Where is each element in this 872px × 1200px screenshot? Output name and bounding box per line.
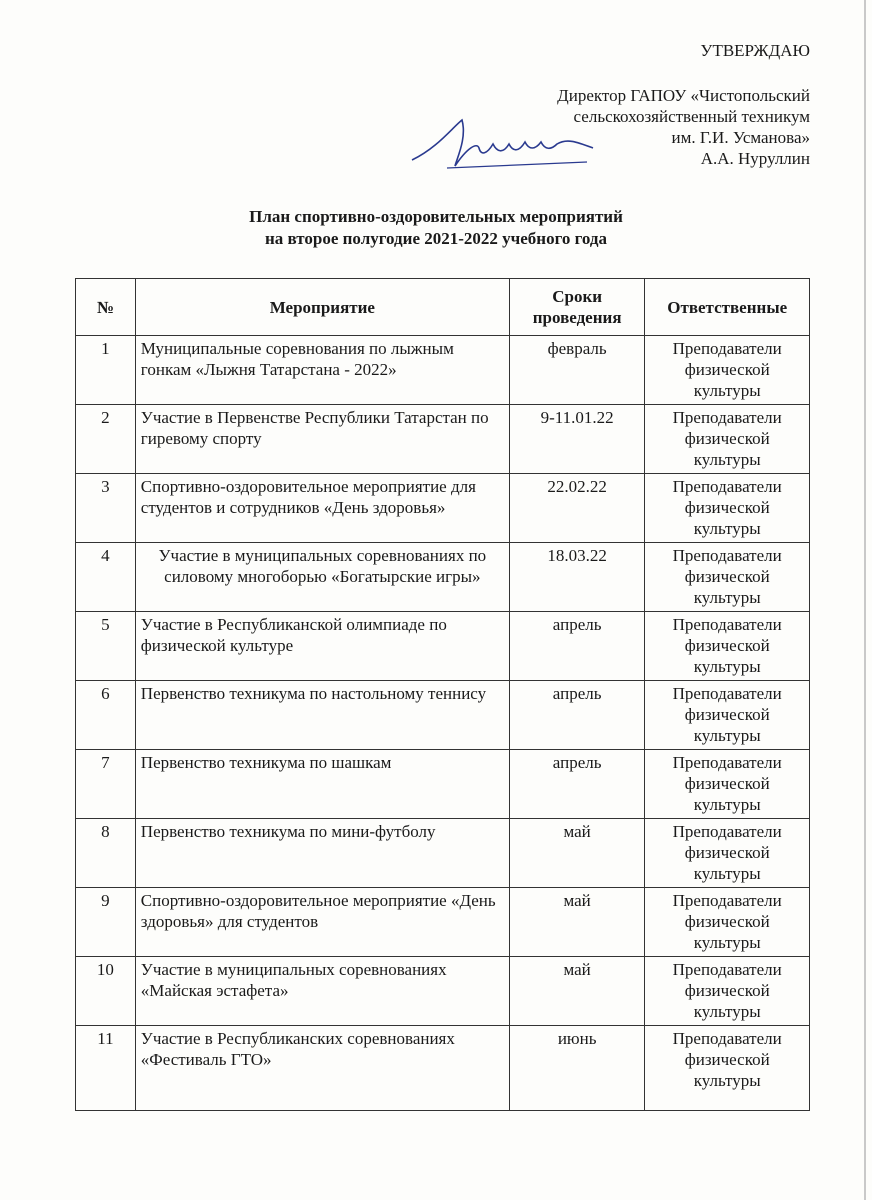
- table-row: [76, 543, 810, 612]
- approval-line-3: им. Г.И. Усманова»: [671, 128, 810, 147]
- table-row: [76, 336, 810, 405]
- row-responsible: Преподаватели физической культуры: [645, 336, 810, 405]
- approval-line-2: сельскохозяйственный техникум: [573, 107, 810, 126]
- row-responsible: Преподаватели физической культуры: [645, 474, 810, 543]
- row-date: 18.03.22: [509, 543, 645, 612]
- table-row: [76, 1026, 810, 1111]
- row-event: Муниципальные соревнования по лыжным гонкам «Лыжня Татарстана - 2022»: [135, 336, 509, 405]
- table-row: [76, 819, 810, 888]
- row-responsible: Преподаватели физической культуры: [645, 681, 810, 750]
- row-responsible: Преподаватели физической культуры: [645, 888, 810, 957]
- row-date: апрель: [509, 612, 645, 681]
- table-row: [76, 405, 810, 474]
- row-num: 10: [76, 957, 136, 1026]
- handwritten-signature-icon: [407, 108, 597, 178]
- row-date: апрель: [509, 750, 645, 819]
- row-date: апрель: [509, 681, 645, 750]
- signature-row: [557, 148, 810, 169]
- row-date: май: [509, 888, 645, 957]
- header-num: №: [76, 279, 136, 336]
- table-row: [76, 612, 810, 681]
- page-edge: [864, 0, 866, 1200]
- events-table: [75, 278, 810, 1111]
- approval-block: [557, 40, 810, 169]
- header-responsible: Ответственные: [645, 279, 810, 336]
- title-line-2: на второе полугодие 2021-2022 учебного года: [264, 229, 608, 248]
- document-title: [0, 206, 872, 250]
- row-event: Спортивно-оздоровительное мероприятие «День здоровья» для студентов: [135, 888, 509, 957]
- row-num: 1: [76, 336, 136, 405]
- approval-heading: УТВЕРЖДАЮ: [700, 41, 810, 60]
- row-event: Первенство техникума по настольному теннису: [135, 681, 509, 750]
- row-responsible: Преподаватели физической культуры: [645, 612, 810, 681]
- header-event: Мероприятие: [135, 279, 509, 336]
- row-responsible: Преподаватели физической культуры: [645, 1026, 810, 1111]
- row-date: 22.02.22: [509, 474, 645, 543]
- row-date: февраль: [509, 336, 645, 405]
- table-row: [76, 474, 810, 543]
- row-num: 2: [76, 405, 136, 474]
- approval-signer: А.А. Нуруллин: [700, 149, 810, 168]
- row-num: 9: [76, 888, 136, 957]
- row-num: 8: [76, 819, 136, 888]
- row-date: июнь: [509, 1026, 645, 1111]
- row-num: 6: [76, 681, 136, 750]
- table-row: [76, 750, 810, 819]
- row-num: 7: [76, 750, 136, 819]
- row-event: Первенство техникума по мини-футболу: [135, 819, 509, 888]
- row-event: Участие в муниципальных соревнованиях по силовому многоборью «Богатырские игры»: [135, 543, 509, 612]
- row-num: 3: [76, 474, 136, 543]
- row-event: Участие в Республиканской олимпиаде по физической культуре: [135, 612, 509, 681]
- row-responsible: Преподаватели физической культуры: [645, 819, 810, 888]
- row-event: Спортивно-оздоровительное мероприятие для студентов и сотрудников «День здоровья»: [135, 474, 509, 543]
- row-num: 11: [76, 1026, 136, 1111]
- row-date: май: [509, 957, 645, 1026]
- table-row: [76, 888, 810, 957]
- table-row: [76, 957, 810, 1026]
- row-date: 9-11.01.22: [509, 405, 645, 474]
- table-row: [76, 681, 810, 750]
- row-responsible: Преподаватели физической культуры: [645, 957, 810, 1026]
- table-header-row: [76, 279, 810, 336]
- approval-line-1: Директор ГАПОУ «Чистопольский: [557, 86, 810, 105]
- row-event: Участие в муниципальных соревнованиях «Майская эстафета»: [135, 957, 509, 1026]
- row-event: Участие в Республиканских соревнованиях «Фестиваль ГТО»: [135, 1026, 509, 1111]
- row-num: 4: [76, 543, 136, 612]
- title-line-1: План спортивно-оздоровительных мероприятий: [249, 207, 623, 226]
- row-responsible: Преподаватели физической культуры: [645, 405, 810, 474]
- row-num: 5: [76, 612, 136, 681]
- row-date: май: [509, 819, 645, 888]
- row-event: Участие в Первенстве Республики Татарстан по гиревому спорту: [135, 405, 509, 474]
- header-date: Сроки проведения: [509, 279, 645, 336]
- row-event: Первенство техникума по шашкам: [135, 750, 509, 819]
- row-responsible: Преподаватели физической культуры: [645, 750, 810, 819]
- row-responsible: Преподаватели физической культуры: [645, 543, 810, 612]
